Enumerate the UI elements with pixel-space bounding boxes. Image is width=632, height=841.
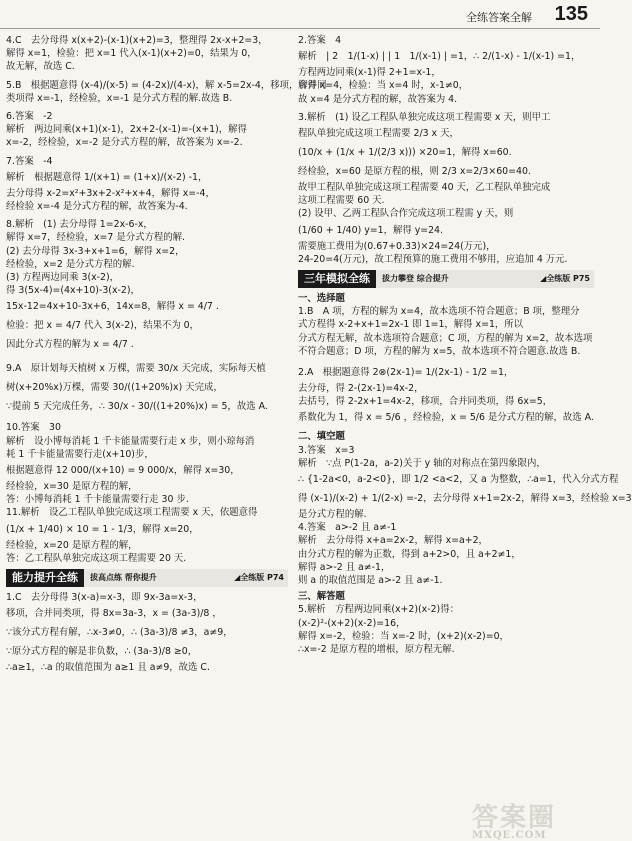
- answer-line: (2) 设甲、乙两工程队合作完成这项工程需 y 天，则: [298, 208, 514, 220]
- answer-line: ∴x=-2 是原方程的增根，原方程无解.: [298, 644, 455, 656]
- answer-line: 解得 x=4，检验：当 x=4 时，x-1≠0，: [298, 80, 469, 92]
- answer-line: 程队单独完成这项工程需要 2/3 x 天，: [298, 128, 459, 140]
- answer-line: 答：小博每消耗 1 千卡能量需要行走 30 步.: [6, 494, 189, 506]
- answer-line: 根据题意得 12 000/(x+10) = 9 000/x，解得 x=30，: [6, 465, 240, 477]
- answer-line: 24-20=4(万元)，故工程预算的施工费用不够用，应追加 4 万元.: [298, 253, 568, 265]
- answer-line: 系数化为 1，得 x = 5/6 ，经检验，x = 5/6 是分式方程的解，故选 A.: [298, 412, 594, 424]
- answer-line: 4.C 去分母得 x(x+2)-(x-1)(x+2)=3，整理得 2x-x+2=3，: [6, 35, 268, 46]
- section-heading: 一、选择题: [298, 293, 345, 305]
- section-heading: 三、解答题: [298, 591, 345, 603]
- right-answers: [298, 34, 594, 266]
- answer-line: ∴ {1-2a<0，a-2<0}，即 1/2 <a<2，又 a 为整数，∴a=1，代入分式方程: [298, 474, 619, 486]
- page-header: [0, 0, 600, 29]
- answer-line: 5.解析 方程两边同乘(x+2)(x-2)得：: [298, 604, 459, 616]
- answer-line: 7.答案 -4: [6, 155, 53, 167]
- answer-line: 故无解，故选 C.: [6, 61, 75, 73]
- answer-line: 移项，合并同类项，得 8x=3a-3，x = (3a-3)/8 ，: [6, 608, 222, 620]
- answer-line: 经检验，x=20 是原方程的解，: [6, 539, 138, 551]
- answer-line: 解析 设小博每消耗 1 千卡能量需要行走 x 步，则小琼每消: [6, 435, 255, 447]
- answer-line: 11.解析 设乙工程队单独完成这项工程需要 x 天，依题意得: [6, 507, 258, 519]
- answer-line: 3.答案 x=3: [298, 444, 355, 456]
- answer-line: 解析 根据题意得 1/(x+1) = (1+x)/(x-2) -1，: [6, 171, 208, 183]
- banner-title: 能力提升全练: [6, 569, 84, 586]
- right-answers-2: [298, 292, 632, 656]
- answer-line: 5.B 根据题意得 (x-4)/(x-5) = (4-2x)/(4-x)，解 x-5=2x-4，移项，合并同: [6, 79, 327, 91]
- section-banner-mock: [298, 270, 594, 288]
- answer-line: 耗 1 千卡能量需要行走(x+10)步，: [6, 448, 154, 460]
- answer-line: 答：乙工程队单独完成这项工程需要 20 天.: [6, 552, 187, 564]
- answer-line: 式方程得 x-2+x+1=2x-1 即 1=1，解得 x=1，所以: [298, 319, 524, 331]
- answer-line: 解得 a>-2 且 a≠-1，: [298, 561, 391, 573]
- answer-line: 得 3(5x-4)=(4x+10)-3(x-2)，: [6, 285, 140, 297]
- answer-line: (1/x + 1/40) × 10 = 1 - 1/3，解得 x=20，: [6, 523, 199, 535]
- answer-line: 4.答案 a>-2 且 a≠-1: [298, 522, 397, 534]
- answer-line: 1.C 去分母得 3(x-a)=x-3，即 9x-3a=x-3，: [6, 592, 203, 604]
- watermark-text: 答案圈: [472, 803, 557, 833]
- answer-line: 6.答案 -2: [6, 111, 53, 123]
- answer-line: 树(x+20%x)万棵，需要 30/((1+20%)x) 天完成，: [6, 382, 223, 394]
- answer-line: 得 (x-1)/(x-2) + 1/(2-x) =-2，去分母得 x+1=2x-2，解得 x=3，经检验 x=3: [298, 493, 632, 505]
- answer-line: 去分母，得 2-(2x-1)=4x-2，: [298, 383, 424, 395]
- section-heading: 二、填空题: [298, 431, 345, 443]
- answer-line: 1.B A 项，方程的解为 x=4，故本选项不符合题意；B 项，整理分: [298, 306, 580, 318]
- answer-line: 解析 两边同乘(x+1)(x-1)，2x+2-(x-1)=-(x+1)，解得: [6, 124, 247, 136]
- answer-line: 15x-12=4x+10-3x+6，14x=8，解得 x = 4/7 .: [6, 301, 219, 313]
- banner-title: 三年模拟全练: [298, 270, 376, 287]
- answer-line: 经检验 x=-4 是分式方程的解，故答案为-4.: [6, 201, 188, 213]
- answer-line: (3) 方程两边同乘 3(x-2)，: [6, 272, 120, 284]
- answer-line: ∵该分式方程有解，∴x-3≠0，∴ (3a-3)/8 ≠3，a≠9，: [6, 627, 233, 639]
- answer-line: 经检验，x=30 是原方程的解，: [6, 481, 138, 493]
- answer-line: 去分母得 x-2=x²+3x+2-x²+x+4，解得 x=-4，: [6, 187, 215, 199]
- answer-line: 解析 | 2 1/(1-x) | | 1 1/(x-1) | =1，∴ 2/(1-x) - 1/(x-1) =1，: [298, 51, 581, 63]
- answer-line: 经检验，x=60 是原方程的根，则 2/3 x=2/3×60=40.: [298, 166, 531, 178]
- banner-page-ref: ◢全练版 P74: [234, 573, 284, 583]
- answer-line: 去括号，得 2-2x+1=4x-2，移项，合并同类项，得 6x=5，: [298, 396, 553, 408]
- answer-line: 2.A 根据题意得 2⊗(2x-1)= 1/(2x-1) - 1/2 =1，: [298, 367, 514, 379]
- answer-line: (2) 去分母得 3x-3+x+1=6，解得 x=2，: [6, 245, 185, 257]
- answer-line: 是分式方程的解.: [298, 509, 367, 521]
- answer-line: (10/x + (1/x + 1/(2/3 x))) ×20=1，解得 x=60.: [298, 147, 512, 159]
- left-answers-2: [6, 591, 288, 674]
- answer-line: 由分式方程的解为正数，得到 a+2>0，且 a+2≠1，: [298, 548, 521, 560]
- answer-line: 经检验，x=2 是分式方程的解.: [6, 258, 135, 270]
- answer-line: 不符合题意；D 项，方程的解为 x=5，故本选项不符合题意.故选 B.: [298, 345, 581, 357]
- answer-line: 因此分式方程的解为 x = 4/7 .: [6, 339, 134, 351]
- answer-line: 解得 x=-2，检验：当 x=-2 时，(x+2)(x-2)=0，: [298, 630, 509, 642]
- answer-line: 故甲工程队单独完成这项工程需要 40 天，乙工程队单独完成: [298, 182, 551, 194]
- answer-line: (x-2)²-(x+2)(x-2)=16，: [298, 617, 406, 629]
- watermark-logo: [472, 797, 582, 841]
- answer-line: 2.答案 4: [298, 35, 342, 46]
- answer-line: 故 x=4 是分式方程的解，故答案为 4.: [298, 93, 458, 105]
- answer-line: ∵提前 5 天完成任务，∴ 30/x - 30/((1+20%)x) = 5，故选 A.: [6, 401, 268, 413]
- page-number: 135: [554, 3, 588, 25]
- right-column: [298, 34, 632, 656]
- answer-line: 10.答案 30: [6, 422, 61, 434]
- answer-line: 方程两边同乘(x-1)得 2+1=x-1，: [298, 67, 441, 79]
- header-title: 全练答案全解: [466, 11, 532, 24]
- answer-line: 则 a 的取值范围是 a>-2 且 a≠-1.: [298, 575, 443, 587]
- watermark-url: MXQE.COM: [472, 830, 547, 841]
- answer-line: x=-2，经检验，x=-2 是分式方程的解，故答案为 x=-2.: [6, 137, 243, 149]
- answer-line: 解得 x=7，经检验，x=7 是分式方程的解.: [6, 232, 185, 244]
- answer-line: 这项工程需要 60 天.: [298, 195, 385, 207]
- answer-line: 9.A 原计划每天植树 x 万棵，需要 30/x 天完成，实际每天植: [6, 363, 266, 375]
- banner-subtitle: 拔高点练 帮你提升: [90, 573, 157, 583]
- answer-line: 解得 x=1，检验：把 x=1 代入(x-1)(x+2)=0，结果为 0，: [6, 48, 257, 60]
- answer-line: 类项得 x=-1，经检验，x=-1 是分式方程的解.故选 B.: [6, 92, 233, 104]
- answer-line: ∵原分式方程的解是非负数，∴ (3a-3)/8 ≥0，: [6, 646, 198, 658]
- answer-line: (1/60 + 1/40) y=1，解得 y=24.: [298, 224, 444, 236]
- banner-subtitle: 拔力攀登 综合提升: [382, 274, 449, 284]
- answer-line: 分式方程无解，故本选项符合题意；C 项，方程的解为 x=2，故本选项: [298, 332, 593, 344]
- answer-line: 3.解析 (1) 设乙工程队单独完成这项工程需要 x 天，则甲工: [298, 111, 551, 123]
- section-banner-ability: [6, 569, 288, 587]
- answer-line: 检验：把 x = 4/7 代入 3(x-2)，结果不为 0，: [6, 320, 200, 332]
- answer-line: 需要施工费用为(0.67+0.33)×24=24(万元)，: [298, 240, 496, 252]
- banner-page-ref: ◢全练版 P75: [540, 274, 590, 284]
- answer-line: 解析 ∵点 P(1-2a，a-2)关于 y 轴的对称点在第四象限内，: [298, 457, 546, 469]
- answer-line: 8.解析 (1) 去分母得 1=2x-6-x，: [6, 219, 153, 231]
- answer-line: 解析 去分母得 x+a=2x-2，解得 x=a+2，: [298, 535, 488, 547]
- answer-line: ∴a≥1，∴a 的取值范围为 a≥1 且 a≠9，故选 C.: [6, 662, 210, 674]
